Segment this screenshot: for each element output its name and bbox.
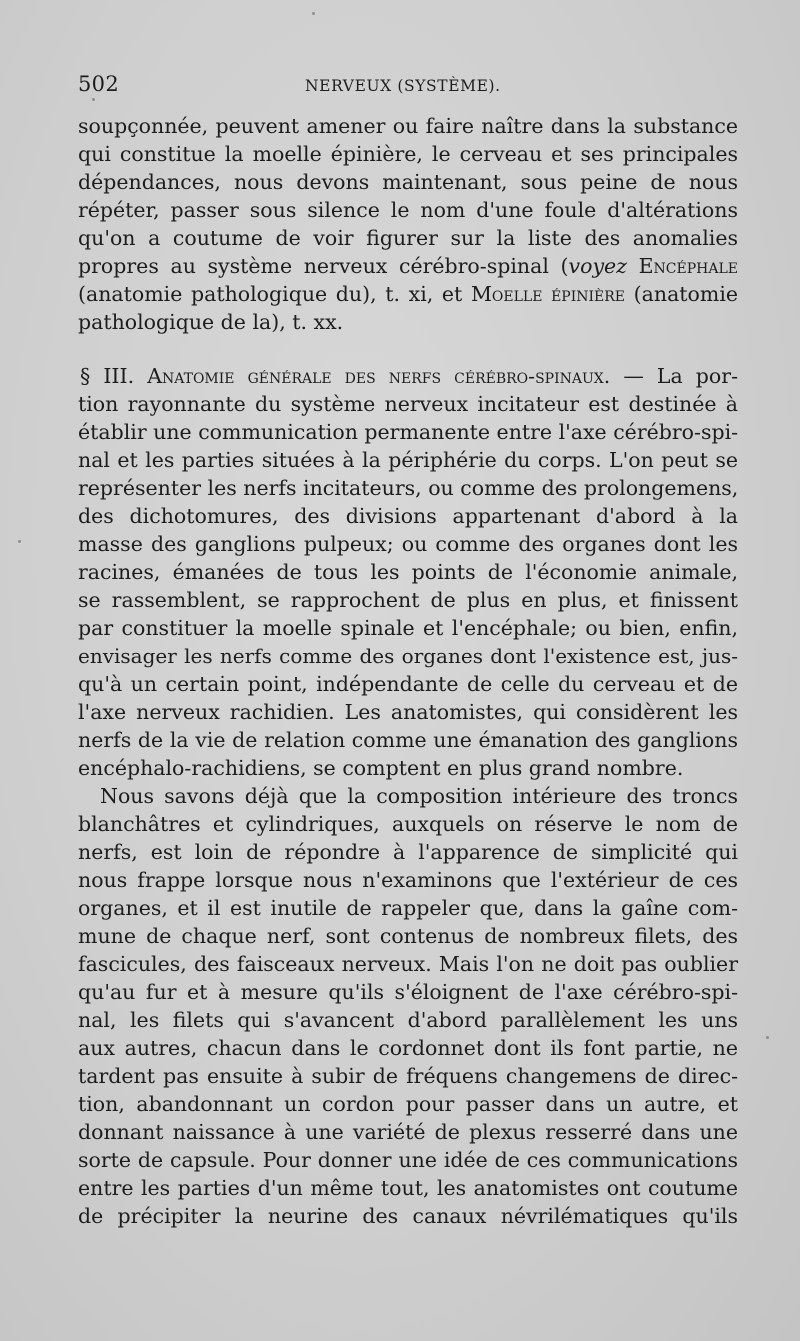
text-segment: (anatomie bbox=[625, 282, 739, 306]
text-line: envisager les nerfs comme des organes dont l'existence est, jus- bbox=[78, 644, 738, 668]
text-line: entre les parties d'un même tout, les anatomistes ont coutume bbox=[78, 1176, 738, 1200]
text-line: nal et les parties situées à la périphérie du corps. L'on peut se bbox=[78, 448, 738, 472]
text-line: nal, les filets qui s'avancent d'abord parallèlement les uns bbox=[78, 1008, 738, 1032]
text-line: soupçonnée, peuvent amener ou faire naître dans la substance bbox=[78, 114, 738, 138]
text-line: des dichotomures, des divisions appartenant d'abord à la bbox=[78, 504, 738, 528]
running-head-paren: (SYSTÈME). bbox=[397, 77, 501, 95]
text-line bbox=[78, 252, 738, 280]
text-line: nerfs de la vie de relation comme une émanation des ganglions bbox=[78, 728, 738, 752]
text-line: Nous savons déjà que la composition intérieure des troncs bbox=[100, 784, 738, 808]
text-line: fascicules, des faisceaux nerveux. Mais l'on ne doit pas oublier bbox=[78, 952, 738, 976]
text-line bbox=[78, 280, 738, 308]
text-segment: (anatomie pathologique du), t. xi, et bbox=[78, 282, 471, 306]
text-line: pathologique de la), t. xx. bbox=[78, 310, 344, 334]
text-line: donnant naissance à une variété de plexus resserré dans une bbox=[78, 1120, 738, 1144]
paper-speck bbox=[18, 540, 21, 543]
text-line: tion, abandonnant un cordon pour passer dans un autre, et bbox=[78, 1092, 738, 1116]
text-line: répéter, passer sous silence le nom d'une foule d'altérations bbox=[78, 198, 738, 222]
text-line: dépendances, nous devons maintenant, sous peine de nous bbox=[78, 170, 738, 194]
text-line: organes, et il est inutile de rappeler que, dans la gaîne com- bbox=[78, 896, 738, 920]
paper-speck bbox=[312, 12, 315, 15]
section-heading-line bbox=[78, 362, 738, 390]
running-head bbox=[305, 77, 501, 95]
text-line: se rassemblent, se rapprochent de plus en plus, et finissent bbox=[78, 588, 738, 612]
text-line: représenter les nerfs incitateurs, ou comme des prolongemens, bbox=[78, 476, 739, 500]
text-line: qui constitue la moelle épinière, le cerveau et ses principales bbox=[78, 142, 738, 166]
text-line: racines, émanées de tous les points de l'économie animale, bbox=[78, 560, 738, 584]
text-segment: — La por- bbox=[623, 364, 738, 388]
body-text bbox=[78, 112, 738, 1230]
page-header bbox=[78, 72, 760, 102]
text-line: qu'au fur et à mesure qu'ils s'éloignent de l'axe cérébro-spi- bbox=[78, 980, 738, 1004]
text-line: nous frappe lorsque nous n'examinons que l'extérieur de ces bbox=[78, 868, 738, 892]
text-line: qu'on a coutume de voir figurer sur la liste des anomalies bbox=[78, 226, 738, 250]
italic-reference: voyez bbox=[568, 254, 627, 278]
text-line: mune de chaque nerf, sont contenus de nombreux filets, des bbox=[78, 924, 738, 948]
text-segment: propres au système nerveux cérébro-spinal ( bbox=[78, 254, 569, 278]
text-line: tion rayonnante du système nerveux incitateur est destinée à bbox=[78, 392, 738, 416]
section-title: Anatomie générale des nerfs cérébro-spinaux. bbox=[147, 364, 611, 388]
text-line: blanchâtres et cylindriques, auxquels on réserve le nom de bbox=[78, 812, 738, 836]
text-line: nerfs, est loin de répondre à l'apparence de simplicité qui bbox=[78, 840, 738, 864]
text-line: sorte de capsule. Pour donner une idée de ces communications bbox=[78, 1148, 738, 1172]
text-line: de précipiter la neurine des canaux névrilématiques qu'ils bbox=[78, 1204, 738, 1228]
smallcaps-reference: Encéphale bbox=[638, 254, 738, 278]
text-line: qu'à un certain point, indépendante de celle du cerveau et de bbox=[78, 672, 738, 696]
text-line: encéphalo-rachidiens, se comptent en plus grand nombre. bbox=[78, 756, 684, 780]
text-line: par constituer la moelle spinale et l'encéphale; ou bien, enfin, bbox=[78, 616, 738, 640]
paper-speck bbox=[766, 1036, 769, 1039]
running-head-word: NERVEUX bbox=[305, 77, 392, 95]
text-line: masse des ganglions pulpeux; ou comme des organes dont les bbox=[78, 532, 738, 556]
text-line: aux autres, chacun dans le cordonnet dont ils font partie, ne bbox=[78, 1036, 738, 1060]
section-number: § III. bbox=[80, 364, 135, 388]
text-line: établir une communication permanente entre l'axe cérébro-spi- bbox=[78, 420, 739, 444]
page-number: 502 bbox=[78, 72, 119, 96]
smallcaps-reference: Moelle épinière bbox=[470, 282, 626, 306]
text-line: l'axe nerveux rachidien. Les anatomistes, qui considèrent les bbox=[78, 700, 738, 724]
text-line: tardent pas ensuite à subir de fréquens changemens de direc- bbox=[78, 1064, 738, 1088]
